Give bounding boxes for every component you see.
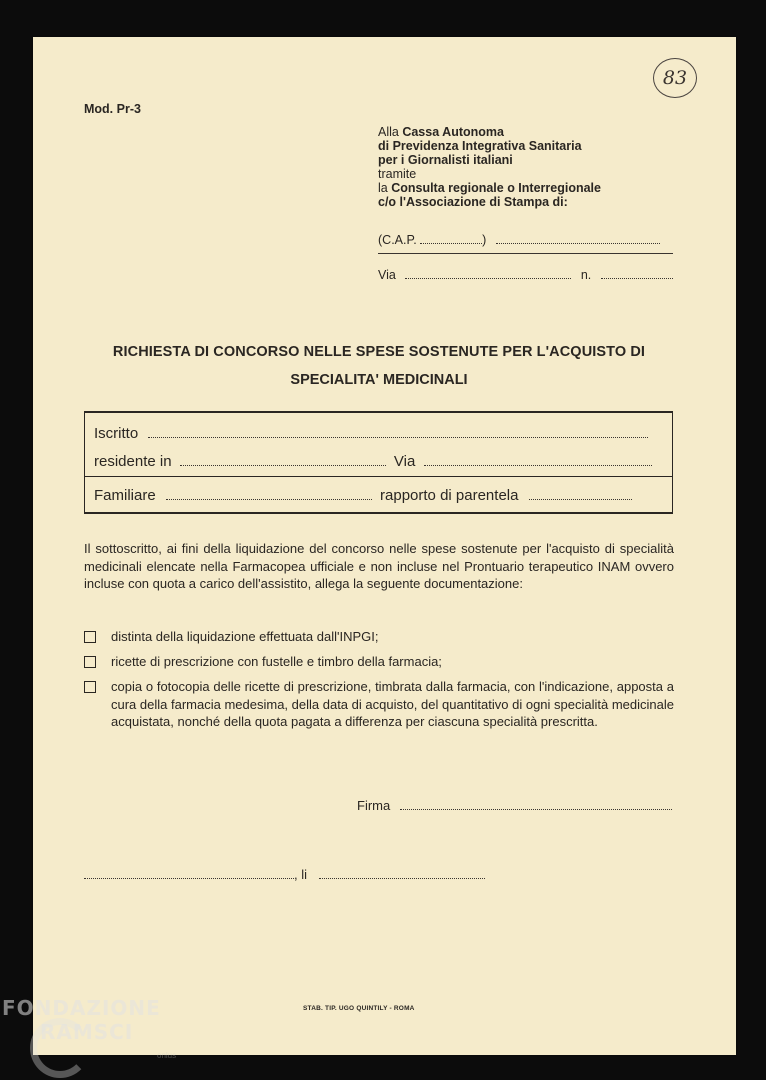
addressee-line6: c/o l'Associazione di Stampa di: <box>378 195 568 209</box>
handwritten-page-number: 83 <box>653 58 697 98</box>
address-rule <box>378 253 673 254</box>
place-dotted-line <box>84 868 294 879</box>
street-field[interactable] <box>378 268 673 282</box>
residente-dotted-line <box>180 455 386 466</box>
cap-dotted-line <box>420 233 482 244</box>
residente-label: residente in <box>94 453 172 470</box>
street-dotted-line <box>405 268 571 279</box>
printer-imprint: STAB. TIP. UGO QUINTILY - ROMA <box>303 1005 415 1012</box>
addressee-line4: tramite <box>378 167 417 181</box>
addressee-line1-bold: Cassa Autonoma <box>402 125 504 139</box>
checklist-item[interactable] <box>84 678 674 750</box>
box-divider <box>85 476 672 477</box>
member-info-box <box>84 411 673 514</box>
date-dotted-line <box>319 868 485 879</box>
signature-dotted-line <box>400 799 672 810</box>
street-label: Via <box>378 268 396 282</box>
parentela-dotted-line <box>529 489 632 500</box>
cap-close: ) <box>482 233 487 247</box>
familiare-field[interactable] <box>94 487 632 504</box>
watermark-line1: FONDAZIONE <box>2 996 161 1020</box>
checklist-item-label: distinta della liquidazione effettuata dall'INPGI; <box>111 629 379 644</box>
form-code: Mod. Pr-3 <box>84 102 141 116</box>
cap-label: (C.A.P. <box>378 233 417 247</box>
checkbox[interactable] <box>84 681 96 693</box>
iscritto-dotted-line <box>148 427 648 438</box>
signature-field[interactable] <box>357 798 672 813</box>
watermark-line2: RAMSCI <box>40 1020 134 1044</box>
intro-paragraph: Il sottoscritto, ai fini della liquidazione del concorso nelle spese sostenute per l'acquisto di specialità medicinali elencate nella Farmacopea ufficiale e non incluse nel Prontuario terapeutico INAM ovvero incluse con quota a carico dell'assistito, allega la seguente documentazione: <box>84 541 674 591</box>
residence-field[interactable] <box>94 453 652 470</box>
checklist-item-label: copia o fotocopia delle ricette di prescrizione, timbrata dalla farmacia, con l'indicazione, apposta a cura della farmacia medesima, della data di acquisto, del quantitativo di ogni specialità medicinale acquistata, nonché della quota pagata a differenza per ciascuna specialità prescritta. <box>111 679 674 729</box>
form-title-line2: SPECIALITA' MEDICINALI <box>290 372 468 388</box>
iscritto-field[interactable] <box>94 425 648 442</box>
checkbox[interactable] <box>84 656 96 668</box>
number-label: n. <box>580 268 592 282</box>
city-dotted-line <box>496 233 660 244</box>
cap-field[interactable] <box>378 233 660 247</box>
archive-watermark <box>2 996 161 1044</box>
addressee-line3: per i Giornalisti italiani <box>378 153 513 167</box>
checklist-item-label: ricette di prescrizione con fustelle e timbro della farmacia; <box>111 654 442 669</box>
addressee-line1-plain: Alla <box>378 125 403 139</box>
addressee-line2: di Previdenza Integrativa Sanitaria <box>378 139 582 153</box>
parentela-label: rapporto di parentela <box>380 487 519 504</box>
iscritto-label: Iscritto <box>94 425 139 442</box>
addressee-line5-plain: la <box>378 181 392 195</box>
firma-label: Firma <box>357 798 391 813</box>
checklist-item[interactable] <box>84 653 674 671</box>
familiare-dotted-line <box>166 489 372 500</box>
checklist-item[interactable] <box>84 628 674 646</box>
addressee-block <box>378 125 601 209</box>
familiare-label: Familiare <box>94 487 156 504</box>
date-separator: , li <box>294 867 307 882</box>
residence-via-label: Via <box>393 453 416 470</box>
form-title-line1: RICHIESTA DI CONCORSO NELLE SPESE SOSTENUTE PER L'ACQUISTO DI <box>112 344 646 360</box>
residence-via-dotted-line <box>424 455 652 466</box>
form-sheet <box>33 37 736 1055</box>
place-date-field[interactable] <box>84 867 485 882</box>
checkbox[interactable] <box>84 631 96 643</box>
number-dotted-line <box>601 268 673 279</box>
watermark-small: onlus <box>157 1051 177 1060</box>
addressee-line5-bold: Consulta regionale o Interregionale <box>391 181 601 195</box>
